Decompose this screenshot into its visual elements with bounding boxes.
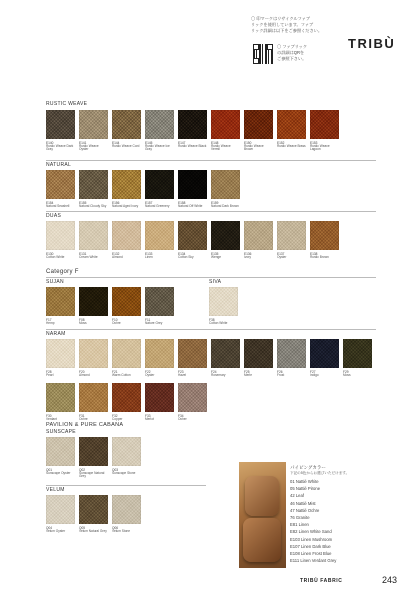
fabric-swatch [145,287,174,325]
fabric-swatch [343,339,372,377]
piping-color-item: 05 Nattié Pirone [290,486,321,492]
fabric-name: Sunscape Stone [112,470,136,475]
divider [46,277,376,278]
fabric-code: E131 [79,251,87,256]
fabric-swatch [178,170,207,208]
fabric-swatch-tile [211,110,240,139]
fabric-swatch [145,383,174,421]
fabric-swatch [112,383,141,421]
fabric-swatch-tile [145,383,174,412]
footer-title: TRIBÙ FABRIC [300,578,343,584]
fabric-name: Ochre [112,320,121,325]
fabric-swatch [112,437,141,479]
fabric-swatch [244,339,273,377]
fabric-name: Linen [145,254,153,259]
fabric-name: Nature Grey [145,320,163,325]
piping-color-item: E82 Linen White Sand [290,529,332,535]
fabric-swatch-tile [211,170,240,199]
fabric-swatch-tile [79,287,108,316]
fabric-swatch-tile [46,339,75,368]
fabric-swatch-tile [209,287,238,316]
fabric-name: Copper [112,416,123,421]
fabric-name: Velum Stone [112,528,131,533]
swatch-row [46,437,141,479]
section-title-sunscape: SUNSCAPE [46,429,76,435]
fabric-swatch-tile [178,170,207,199]
fabric-name: Verdant [46,416,57,421]
fabric-code: F28 [46,369,52,374]
fabric-code: E140 [46,140,54,145]
fabric-swatch [46,110,75,152]
fabric-name: Velum Oyster [46,528,66,533]
fabric-name: Wenge [211,254,222,259]
fabric-swatch-tile [244,339,273,368]
fabric-name: Rustic Brown [310,254,329,259]
fabric-name: Sunscape Oyster [46,470,71,475]
fabric-swatch-tile [244,221,273,250]
fabric-name: Rustic Weave Vermil [211,143,231,152]
fabric-name: Rustic Weave Lagoon [310,143,330,152]
fabric-code: Q06 [112,525,119,530]
fabric-swatch [310,339,339,377]
fabric-code: E153 [310,140,318,145]
swatch-row [46,495,141,533]
divider [46,211,376,212]
fabric-name: Rustic Weave Brown [244,143,264,152]
fabric-swatch-tile [112,287,141,316]
fabric-swatch [79,110,108,152]
fabric-swatch [46,437,75,479]
fabric-swatch-tile [112,170,141,199]
swatch-row [46,287,174,325]
fabric-swatch [79,287,108,325]
piping-title: パイピングカラー [290,465,326,470]
fabric-swatch-tile [46,221,75,250]
piping-color-item: E103 Linen Mushroom [290,536,333,542]
swatch-row [209,287,238,325]
note-line: リック詳細は以下をご参照ください。 [251,28,323,33]
fabric-swatch [244,110,273,152]
fabric-name: Rustic Weave Ice Gray [145,143,170,152]
fabric-code: E157 [145,200,153,205]
fabric-swatch-tile [112,437,141,466]
fabric-code: E156 [112,200,120,205]
fabric-swatch-tile [343,339,372,368]
fabric-swatch [145,339,174,377]
section-title-naram: NARAM [46,331,66,337]
fabric-swatch [112,110,141,152]
piping-color-item: 76 Granite [290,515,310,521]
fabric-code: E155 [79,200,87,205]
section-title-rustic-weave: RUSTIC WEAVE [46,101,88,107]
fabric-code: Q02 [79,467,86,472]
fabric-swatch-tile [112,383,141,412]
page-number: 243 [382,575,398,585]
fabric-code: E158 [178,200,186,205]
fabric-swatch [46,495,75,533]
fabric-name: Oyster [145,372,155,377]
piping-note: 下記の5色からお選びいただけます。 [290,471,350,475]
fabric-swatch [310,221,339,259]
fabric-swatch [46,339,75,377]
fabric-name: Natural Seashell [46,203,70,208]
fabric-swatch [277,221,306,259]
piping-color-item: E107 Linen Dark Blue [290,543,331,549]
fabric-swatch-tile [46,170,75,199]
fabric-name: Merlot [145,416,154,421]
piping-color-item: 46 Nattié Mist [290,500,316,506]
fabric-swatch [112,221,141,259]
fabric-code: F08 [79,317,85,322]
fabric-name: Rustic Weave Black [178,143,207,148]
section-title-siva: SIVA [209,279,222,285]
fabric-swatch-tile [79,437,108,466]
cushion-shape [243,518,281,562]
fabric-name: Rustic Weave Brass [277,143,306,148]
note-line: リックを使用しています。ファブ [251,22,314,27]
brand-title: TRIBÙ [348,36,396,51]
note-line: 〇 ファブリック [277,44,308,49]
piping-color-item: E111 Linen Verdant Grey [290,558,337,564]
fabric-name: Ochre [79,416,88,421]
fabric-code: F23 [178,369,184,374]
fabric-swatch [209,287,238,325]
cushion-photo [239,462,286,568]
fabric-swatch-tile [310,339,339,368]
fabric-name: Almond [79,372,90,377]
fabric-swatch [79,495,108,533]
fabric-name: Ivory [244,254,251,259]
fabric-code: E134 [178,251,186,256]
fabric-swatch-tile [112,495,141,524]
fabric-swatch-tile [178,383,207,412]
fabric-swatch-tile [178,339,207,368]
fabric-swatch [79,383,108,421]
fabric-swatch [211,170,240,208]
section-title-natural: NATURAL [46,162,72,168]
divider [46,160,376,161]
fabric-swatch [46,221,75,259]
fabric-code: F22 [145,369,151,374]
fabric-swatch-tile [112,110,141,139]
note-line: ご参照下さい。 [277,56,307,61]
fabric-code: E150 [244,140,252,145]
fabric-name: Cotton White [209,320,228,325]
piping-color-item: 47 Nattié Ochre [290,507,320,513]
fabric-code: E138 [310,251,318,256]
fabric-code: F10 [112,317,118,322]
fabric-swatch-tile [277,339,306,368]
fabric-code: E144 [112,140,120,145]
fabric-name: Cotton White [46,254,65,259]
fabric-swatch-tile [79,221,108,250]
fabric-name: Rosemary [211,372,226,377]
fabric-code: E135 [211,251,219,256]
fabric-swatch-tile [79,339,108,368]
category-title: Category F [46,269,79,275]
swatch-row [46,339,378,422]
fabric-swatch-tile [145,287,174,316]
section-title-pavilion: PAVILION & PURE CABANA [46,422,124,428]
fabric-name: Cotton Sky [178,254,194,259]
fabric-code: F34 [178,413,184,418]
fabric-swatch [277,110,306,152]
fabric-swatch [244,221,273,259]
fabric-code: F25 [244,369,250,374]
fabric-code: E141 [79,140,87,145]
fabric-name: Natural Cloudy Sky [79,203,107,208]
fabric-code: E147 [178,140,186,145]
fabric-swatch [79,437,108,479]
fabric-name: Natural Aged Ivory [112,203,139,208]
fabric-swatch [178,383,207,421]
fabric-name: Ocher [178,416,187,421]
piping-color-item: 42 Leaf [290,493,304,499]
fabric-swatch [46,287,75,325]
fabric-swatch [112,495,141,533]
fabric-swatch [211,221,240,259]
section-title-velum: VELUM [46,487,65,493]
fabric-swatch [46,170,75,208]
fabric-swatch [310,110,339,152]
fabric-swatch-tile [211,339,240,368]
fabric-name: Frost [277,372,285,377]
piping-list [290,478,336,564]
fabric-swatch-tile [112,221,141,250]
fabric-name: Moss [343,372,351,377]
fabric-swatch-tile [46,383,75,412]
fabric-code: F20 [79,369,85,374]
fabric-swatch [112,287,141,325]
fabric-swatch [211,110,240,152]
fabric-swatch-tile [145,221,174,250]
fabric-code: F26 [277,369,283,374]
fabric-name: Natural Greenery [145,203,170,208]
fabric-code: E137 [277,251,285,256]
fabric-code: F11 [145,317,151,322]
fabric-name: Warm Cotton [112,372,131,377]
fabric-name: Natural Off White [178,203,203,208]
fabric-code: F31 [79,413,85,418]
fabric-swatch-tile [79,495,108,524]
fabric-code: F32 [112,413,118,418]
fabric-swatch [145,170,174,208]
fabric-swatch [277,339,306,377]
fabric-name: Natural Dark Brown [211,203,239,208]
divider [46,485,206,486]
piping-color-item: E81 Linen [290,522,309,528]
fabric-swatch [79,170,108,208]
qr-corner-icon [253,58,259,64]
divider [46,329,376,330]
fabric-code: E154 [46,200,54,205]
fabric-swatch-tile [79,110,108,139]
fabric-code: E148 [211,140,219,145]
fabric-swatch-tile [46,437,75,466]
fabric-swatch-tile [178,221,207,250]
cushion-shape [245,476,279,516]
fabric-swatch-tile [46,110,75,139]
fabric-swatch-tile [145,110,174,139]
fabric-code: Q03 [112,467,119,472]
fabric-swatch [211,339,240,377]
fabric-code: Q01 [46,467,53,472]
fabric-name: Hazel [178,372,187,377]
fabric-name: Rustic Weave Oyster [79,143,99,152]
fabric-swatch-tile [46,287,75,316]
fabric-swatch-tile [145,170,174,199]
fabric-swatch-tile [79,383,108,412]
fabric-name: Indigo [310,372,319,377]
fabric-code: E159 [211,200,219,205]
fabric-name: Hemp [46,320,55,325]
fabric-name: Oyster [277,254,287,259]
note-line: 〇 印マークはリサイクルファブ [251,16,311,21]
fabric-code: E136 [244,251,252,256]
fabric-swatch-tile [145,339,174,368]
fabric-swatch-tile [310,221,339,250]
fabric-name: Rustic Weave Dark Gray [46,143,74,152]
piping-color-item: E108 Linen Frost Blue [290,551,332,557]
fabric-code: E132 [112,251,120,256]
fabric-swatch [112,170,141,208]
fabric-swatch-tile [79,170,108,199]
fabric-code: F33 [145,413,151,418]
fabric-swatch [79,339,108,377]
fabric-code: F21 [112,369,118,374]
fabric-code: Q04 [46,525,53,530]
fabric-code: F17 [46,317,52,322]
fabric-code: E152 [277,140,285,145]
fabric-name: Velum Natural Grey [79,528,107,533]
piping-color-item: 01 Nattié White [290,479,319,484]
section-title-duas: DUAS [46,213,62,219]
swatch-row [46,221,339,259]
qr-note [277,44,307,62]
fabric-swatch-tile [310,110,339,139]
fabric-swatch-tile [211,221,240,250]
section-title-sujan: SUJAN [46,279,64,285]
fabric-swatch-tile [178,110,207,139]
fabric-swatch [178,221,207,259]
fabric-code: F29 [343,369,349,374]
fabric-code: F30 [46,413,52,418]
fabric-swatch [145,221,174,259]
fabric-name: Almond [112,254,123,259]
fabric-code: F38 [209,317,215,322]
fabric-name: Merle [244,372,252,377]
fabric-swatch [178,110,207,152]
fabric-swatch-tile [46,495,75,524]
fabric-swatch-tile [112,339,141,368]
fabric-swatch [112,339,141,377]
note-line: の詳細はQRを [277,50,305,55]
fabric-swatch [178,339,207,377]
fabric-name: Moss [79,320,87,325]
fabric-code: Q05 [79,525,86,530]
fabric-swatch-tile [244,110,273,139]
fabric-name: Cream White [79,254,98,259]
fabric-code: E145 [145,140,153,145]
swatch-row [46,170,240,208]
swatch-row [46,110,339,152]
fabric-swatch [79,221,108,259]
fabric-code: F24 [211,369,217,374]
fabric-name: Sunscape Natural Grey [79,470,105,479]
fabric-swatch [145,110,174,152]
fabric-code: E130 [46,251,54,256]
fabric-code: F27 [310,369,316,374]
fabric-code: E133 [145,251,153,256]
fabric-name: Rustic Weave Cord [112,143,140,148]
fabric-swatch-tile [277,221,306,250]
fabric-swatch-tile [277,110,306,139]
fabric-name: Pearl [46,372,54,377]
fabric-swatch [46,383,75,421]
